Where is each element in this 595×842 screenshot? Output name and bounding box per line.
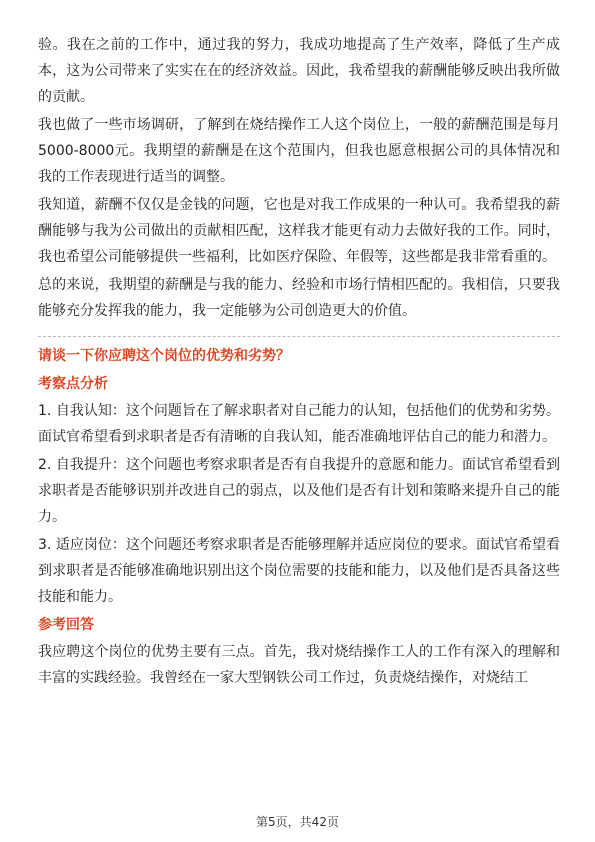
analysis-item: 3. 适应岗位：这个问题还考察求职者是否能够理解并适应岗位的要求。面试官希望看到求职者是否能够准确地识别出这个岗位需要的技能和能力，以及他们是否具备这些技能和能力。: [38, 537, 560, 605]
answer-heading: 参考回答: [38, 617, 94, 633]
answer-text: 我应聘这个岗位的优势主要有三点。首先，我对烧结操作工人的工作有深入的理解和丰富的实践经验。我曾经在一家大型钢铁公司工作过，负责烧结操作，对烧结工: [38, 644, 560, 686]
paragraph-market-research: 我也做了一些市场调研，了解到在烧结操作工人这个岗位上，一般的薪酬范围是每月5000-8000元。我期望的薪酬是在这个范围内，但我也愿意根据公司的具体情况和我的工作表现进行适当的调整。: [38, 117, 560, 185]
interview-question: 请谈一下你应聘这个岗位的优势和劣势？: [38, 348, 290, 364]
analysis-item: 2. 自我提升：这个问题也考察求职者是否有自我提升的意愿和能力。面试官希望看到求职者是否能够识别并改进自己的弱点，以及他们是否有计划和策略来提升自己的能力。: [38, 457, 560, 525]
paragraph-contribution: 验。我在之前的工作中，通过我的努力，我成功地提高了生产效率，降低了生产成本，这为公司带来了实实在在的经济效益。因此，我希望我的薪酬能够反映出我所做的贡献。: [38, 37, 560, 105]
page-number-footer: 第5页，共42页: [256, 815, 339, 829]
analysis-heading: 考察点分析: [38, 376, 108, 392]
analysis-item: 1. 自我认知：这个问题旨在了解求职者对自己能力的认知，包括他们的优势和劣势。面试官希望看到求职者是否有清晰的自我认知，能否准确地评估自己的能力和潜力。: [38, 403, 560, 445]
paragraph-recognition: 我知道，薪酬不仅仅是金钱的问题，它也是对我工作成果的一种认可。我希望我的薪酬能够与我为公司做出的贡献相匹配，这样我才能更有动力去做好我的工作。同时，我也希望公司能够提供一些福利，比如医疗保险、年假等，这些都是我非常看重的。: [38, 197, 560, 265]
section-divider: [38, 336, 560, 337]
page-content: [38, 32, 560, 693]
paragraph-summary: 总的来说，我期望的薪酬是与我的能力、经验和市场行情相匹配的。我相信，只要我能够充分发挥我的能力，我一定能够为公司创造更大的价值。: [38, 277, 560, 319]
